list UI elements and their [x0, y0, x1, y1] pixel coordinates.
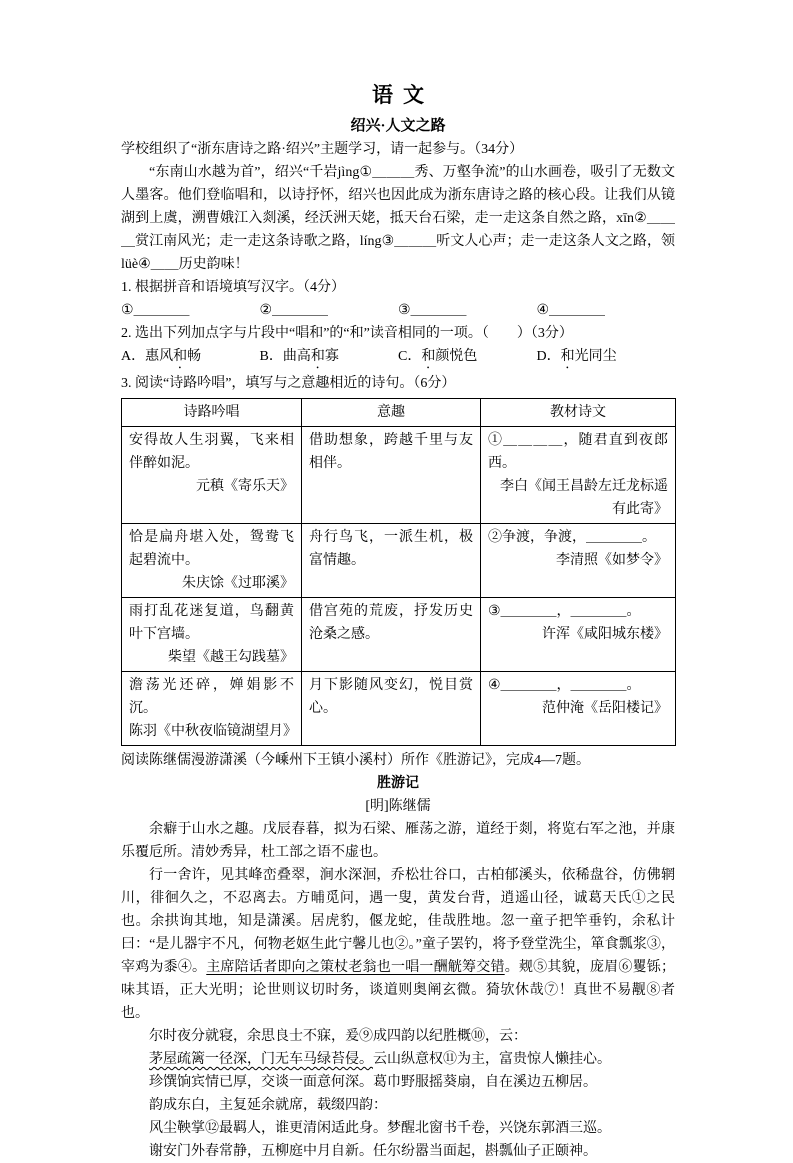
poem-text: 澹荡光还碎，婵娟影不沉。	[129, 678, 294, 716]
table-row	[122, 427, 676, 524]
option-b: B．曲高和寡	[259, 349, 339, 364]
verse-source: 李白《闻王昌龄左迁龙标遥有此寄》	[500, 479, 668, 517]
paragraph-text: 尔时夜分就寝，余思良士不寐，爰⑨成四韵以纪胜概⑩，云：	[149, 1029, 527, 1044]
reading-paragraph-7	[121, 1117, 675, 1140]
poem-table	[121, 398, 676, 746]
emphasized-char: 和	[421, 349, 436, 364]
paragraph-text: 云山纵意权⑪为主，富贵惊人懒挂心。	[373, 1052, 611, 1067]
col-header-textbook: 教材诗文	[481, 399, 676, 427]
poem-source: 陈羽《中秋夜临镜湖望月》	[129, 724, 297, 739]
emphasized-char: 和	[310, 349, 325, 364]
reading-paragraph-2	[121, 864, 675, 1025]
question-1-label: 1. 根据拼音和语境填写汉字。（4分）	[121, 280, 345, 295]
exam-intro: 学校组织了“浙东唐诗之路·绍兴”主题学习，请一起参与。（34分）	[121, 142, 524, 157]
reading-paragraph-1	[121, 818, 675, 864]
table-row	[122, 672, 676, 746]
option-c: C．和颜悦色	[398, 349, 478, 364]
reading-paragraph-3	[121, 1025, 675, 1048]
verse-source: 范仲淹《岳阳楼记》	[542, 701, 668, 716]
verse-source: 许浑《咸阳城东楼》	[542, 627, 668, 642]
answer-blank-2: ②＿＿＿＿	[259, 303, 329, 318]
option-a-text: A．惠风	[121, 349, 174, 364]
col-header-mood: 意趣	[302, 399, 481, 427]
answer-blank-1: ①＿＿＿＿	[121, 303, 190, 318]
table-row	[122, 598, 676, 672]
mood-text: 月下影随风变幻，悦目赏心。	[309, 678, 473, 716]
poem-text: 安得故人生羽翼，飞来相伴醉如泥。	[129, 433, 294, 471]
paragraph-text: 谢安门外春常静，五柳庭中月自新。任尔纷嚣当面起，斟瓢仙子正颐神。	[149, 1144, 597, 1159]
option-d-text: D．	[536, 349, 561, 364]
reading-paragraph-8	[121, 1140, 675, 1163]
emphasized-char: 和	[560, 349, 575, 364]
poem-text: 恰是扁舟堪入处，鸳鸯飞起碧流中。	[129, 530, 294, 568]
option-b-text: B．曲高	[259, 349, 311, 364]
reading-title: 胜游记	[377, 776, 419, 791]
poem-source: 朱庆馀《过耶溪》	[182, 576, 294, 591]
table-header-row	[122, 399, 676, 427]
mood-text: 借助想象，跨越千里与友相伴。	[309, 433, 473, 471]
option-a: A．惠风和畅	[121, 349, 202, 364]
verse-text: ③＿＿＿＿，＿＿＿＿。	[488, 604, 641, 619]
col-header-poem: 诗路吟唱	[122, 399, 302, 427]
mood-text: 借宫苑的荒废，抒发历史沧桑之感。	[309, 604, 473, 642]
verse-text: ④＿＿＿＿，＿＿＿＿。	[488, 678, 641, 693]
emphasized-char: 和	[173, 349, 188, 364]
question-2-options	[121, 345, 675, 372]
question-1-blanks	[121, 299, 675, 322]
poem-source: 元稹《寄乐天》	[196, 479, 294, 494]
page-title: 语文	[372, 83, 434, 107]
option-d: D．和光同尘	[536, 349, 617, 364]
question-3-label: 3. 阅读“诗路吟唱”，填写与之意趣相近的诗句。（6分）	[121, 376, 456, 391]
paragraph-text: 余癖于山水之趣。戊辰春暮，拟为石梁、雁荡之游，道经于剡，将览右军之池，并康乐覆卮所。清妙秀异，杜工部之语不虚也。	[121, 822, 675, 860]
paragraph-text: 风尘鞅掌⑫最羁人，谁更清闲适此身。梦醒北窗书千卷，兴饶东郭酒三巡。	[149, 1121, 611, 1136]
reading-paragraph-4	[121, 1048, 675, 1071]
poem-text: 雨打乱花迷复道，鸟翻黄叶下宫墙。	[129, 604, 294, 642]
verse-text: ②争渡，争渡，＿＿＿＿。	[488, 530, 656, 545]
answer-blank-4: ④＿＿＿＿	[536, 303, 606, 318]
reading-author: [明]陈继儒	[365, 799, 431, 814]
option-c-text: C．	[398, 349, 422, 364]
context-passage: “东南山水越为首”，绍兴“千岩jìng①＿＿＿秀、万壑争流”的山水画卷，吸引了无数文人墨客。他们登临唱和，以诗抒怀，绍兴也因此成为浙东唐诗之路的核心段。让我们从镜湖到上虞，溯曹娥江入剡溪，经沃洲天姥，抵天台石梁，走一走这条自然之路，xīn②＿＿＿赏江南风光；走一走这条诗歌之路，líng③＿＿＿听文人心声；走一走这条人文之路，领lüè④＿＿历史韵味！	[121, 165, 675, 272]
question-2-label: 2. 选出下列加点字与片段中“唱和”的“和”读音相同的一项。（ ）（3分）	[121, 326, 573, 341]
verse-source: 李清照《如梦令》	[556, 553, 668, 568]
paragraph-text: 行一舍许，见其峰峦叠翠，涧水深洄，乔松壮谷口，古柏郁溪头，依稀盘谷，仿佛辋川，徘徊久之，不忍离去。方晡觅问，遇一叟，黄发台背，逍遥山径，诚葛天氏①之民也。余拱询其地，知是潇溪。居虎豹，偃龙蛇，佳哉胜地。忽一童子把竿垂钓，余私计曰：“是儿器宇不凡，何物老妪生此宁馨儿也②。”童子罢钓，将予登堂洗尘，箪食瓢浆③，宰鸡为黍④。	[121, 868, 675, 975]
reading-paragraph-5	[121, 1071, 675, 1094]
reading-paragraph-6	[121, 1094, 675, 1117]
paragraph-text: 韵成东白，主复延余就席，载缀四韵：	[149, 1098, 387, 1113]
paragraph-text: 珍馔饷宾情已厚，交谈一面意何深。葛巾野服摇葵扇，自在溪边五柳居。	[149, 1075, 597, 1090]
answer-blank-3: ③＿＿＿＿	[398, 303, 467, 318]
paragraph-text: 。觌⑤其貌，庞眉⑥矍铄；味其语，正大光明；论世则议切时务，谈道则奥阐玄微。猗欤休哉⑦！真世不易觏⑧者也。	[121, 960, 676, 1021]
verse-text: ①＿＿＿＿，随君直到夜郎西。	[488, 433, 668, 471]
table-row	[122, 524, 676, 598]
section-title: 绍兴·人文之路	[350, 118, 446, 134]
reading-intro: 阅读陈继儒漫游潇溪（今嵊州下王镇小溪村）所作《胜游记》，完成4—7题。	[121, 753, 590, 768]
poem-source: 柴望《越王勾践墓》	[168, 650, 294, 665]
wavy-underlined-clause: 茅屋疏篱一径深，门无车马绿苔侵。	[149, 1052, 373, 1067]
underlined-clause: 主席陪话者即向之策杖老翁也一唱一酬觥筹交错	[206, 960, 505, 975]
mood-text: 舟行鸟飞，一派生机，极富情趣。	[309, 530, 473, 568]
